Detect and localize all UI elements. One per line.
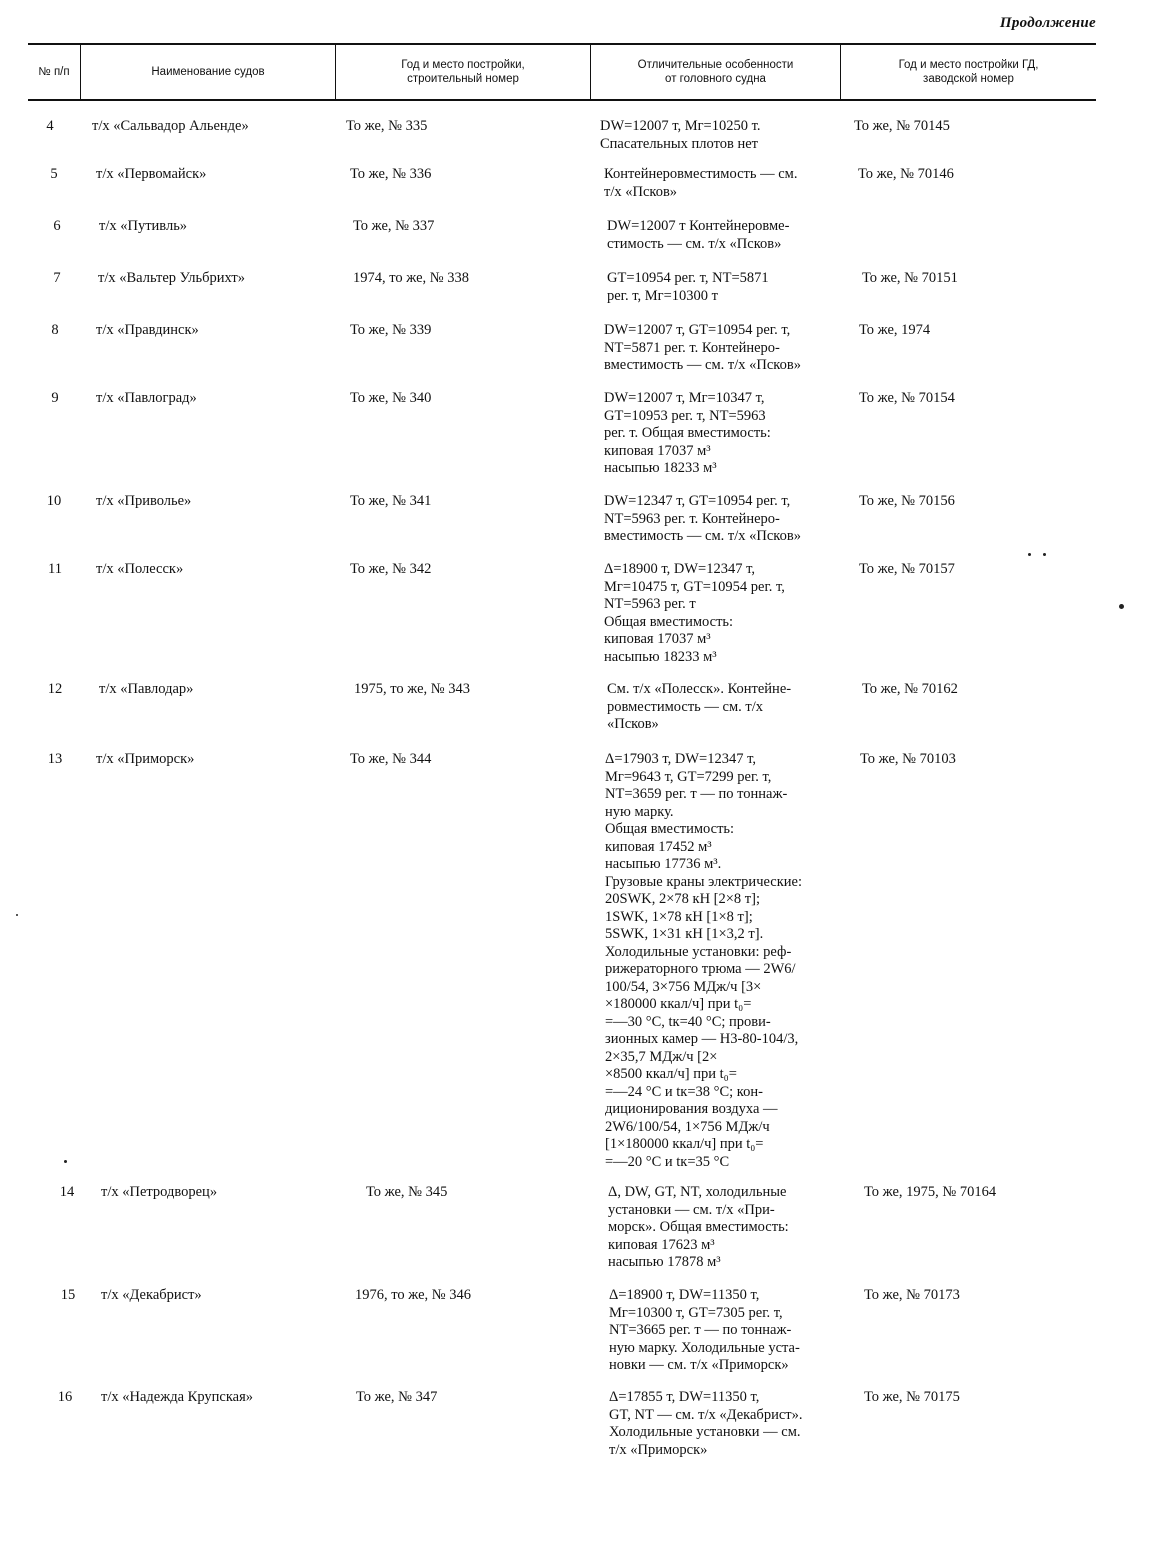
- row-number: 11: [48, 561, 62, 577]
- engine-build-info: То же, 1975, № 70164: [864, 1184, 997, 1200]
- scan-speck: [16, 914, 18, 916]
- row-number: 15: [60, 1287, 76, 1303]
- ship-name: т/х «Правдинск»: [96, 322, 199, 338]
- ship-name: т/х «Приморск»: [96, 751, 195, 767]
- build-year-place: То же, № 342: [350, 561, 432, 577]
- engine-build-info: То же, № 70162: [862, 681, 958, 697]
- distinctive-features: GT=10954 рег. т, NT=5871 рег. т, Mг=10300 т: [607, 270, 769, 304]
- build-year-place: То же, № 337: [353, 218, 435, 234]
- build-year-place: То же, № 347: [356, 1389, 438, 1405]
- header-engine: Год и место постройки ГД, заводской номер: [898, 59, 1039, 85]
- scan-speck: [1043, 553, 1046, 556]
- row-number: 5: [50, 166, 58, 182]
- distinctive-features: Контейнеровместимость — см. т/х «Псков»: [604, 166, 798, 200]
- build-year-place: 1975, то же, № 343: [354, 681, 470, 697]
- ship-name: т/х «Декабрист»: [101, 1287, 202, 1303]
- engine-build-info: То же, № 70151: [862, 270, 958, 286]
- row-number: 14: [59, 1184, 75, 1200]
- header-num: № п/п: [38, 66, 70, 78]
- ship-name: т/х «Петродворец»: [101, 1184, 218, 1200]
- distinctive-features: DW=12007 т, GT=10954 рег. т, NT=5871 рег. т. Контейнеро- вместимость — см. т/х «Псков»: [604, 322, 801, 373]
- scan-speck: [1119, 604, 1124, 609]
- scan-speck: [1028, 553, 1031, 556]
- header-features: Отличительные особенности от головного судна: [637, 59, 794, 85]
- row-number: 10: [46, 493, 62, 509]
- row-number: 13: [47, 751, 63, 767]
- ship-name: т/х «Первомайск»: [96, 166, 207, 182]
- engine-build-info: То же, № 70156: [859, 493, 955, 509]
- row-number: 6: [53, 218, 61, 234]
- build-year-place: 1974, то же, № 338: [353, 270, 469, 286]
- row-number: 4: [46, 118, 54, 134]
- distinctive-features: DW=12007 т, Mг=10347 т, GT=10953 рег. т, NT=5963 рег. т. Общая вместимость: киповая 17037 м³ насыпью 18233 м³: [604, 390, 771, 476]
- distinctive-features: DW=12007 т, Mг=10250 т. Спасательных плотов нет: [600, 118, 761, 152]
- build-year-place: То же, № 341: [350, 493, 432, 509]
- distinctive-features: DW=12347 т, GT=10954 рег. т, NT=5963 рег. т. Контейнеро- вместимость — см. т/х «Псков»: [604, 493, 801, 544]
- engine-build-info: То же, № 70173: [864, 1287, 960, 1303]
- engine-build-info: То же, 1974: [859, 322, 931, 338]
- distinctive-features: Δ=18900 т, DW=12347 т, Mг=10475 т, GT=10954 рег. т, NT=5963 рег. т Общая вместимость: киповая 17037 м³ насыпью 18233 м³: [604, 561, 785, 665]
- engine-build-info: То же, № 70103: [860, 751, 956, 767]
- engine-build-info: То же, № 70157: [859, 561, 955, 577]
- distinctive-features: Δ=18900 т, DW=11350 т, Mг=10300 т, GT=7305 рег. т, NT=3665 рег. т — по тоннаж- ную марку. Холодильные уста- новки — см. т/х «Приморск»: [609, 1287, 800, 1373]
- ship-name: т/х «Сальвадор Альенде»: [92, 118, 249, 134]
- row-number: 9: [51, 390, 59, 406]
- engine-build-info: То же, № 70154: [859, 390, 955, 406]
- build-year-place: То же, № 339: [350, 322, 432, 338]
- engine-build-info: То же, № 70146: [858, 166, 954, 182]
- row-number: 8: [51, 322, 59, 338]
- ship-name: т/х «Павлодар»: [99, 681, 194, 697]
- ship-name: т/х «Полесск»: [96, 561, 184, 577]
- build-year-place: То же, № 336: [350, 166, 432, 182]
- row-number: 12: [47, 681, 63, 697]
- row-number: 7: [53, 270, 61, 286]
- scan-speck: [64, 1160, 67, 1163]
- header-year-place: Год и место постройки, строительный номер: [401, 59, 525, 85]
- table-header-rule: [28, 99, 1096, 101]
- distinctive-features: DW=12007 т Контейнеровме- стимость — см. т/х «Псков»: [607, 218, 790, 252]
- ship-name: т/х «Павлоград»: [96, 390, 197, 406]
- ship-name: т/х «Путивль»: [99, 218, 188, 234]
- build-year-place: То же, № 335: [346, 118, 428, 134]
- header-name: Наименование судов: [151, 66, 265, 78]
- distinctive-features: Δ, DW, GT, NT, холодильные установки — см. т/х «При- морск». Общая вместимость: киповая 17623 м³ насыпью 17878 м³: [608, 1184, 789, 1270]
- build-year-place: 1976, то же, № 346: [355, 1287, 471, 1303]
- row-number: 16: [57, 1389, 73, 1405]
- build-year-place: То же, № 340: [350, 390, 432, 406]
- continuation-label: Продолжение: [999, 15, 1096, 31]
- build-year-place: То же, № 344: [350, 751, 432, 767]
- build-year-place: То же, № 345: [366, 1184, 448, 1200]
- distinctive-features: Δ=17855 т, DW=11350 т, GT, NT — см. т/х «Декабрист». Холодильные установки — см. т/х «Приморск»: [609, 1389, 803, 1458]
- distinctive-features: См. т/х «Полесск». Контейне- ровместимость — см. т/х «Псков»: [607, 681, 792, 732]
- ship-name: т/х «Надежда Крупская»: [101, 1389, 254, 1405]
- engine-build-info: То же, № 70175: [864, 1389, 960, 1405]
- distinctive-features: Δ=17903 т, DW=12347 т, Mг=9643 т, GT=7299 рег. т, NT=3659 рег. т — по тоннаж- ную марку. Общая вместимость: киповая 17452 м³ насыпью 17736 м³. Грузовые краны электрические: 20SWK, 2×78 кН [2×8 т]; 1SWK, 1×78 кН [1×8 т]; 5SWK, 1×31 кН [1×3,2 т]. Холодильные установки: реф- рижераторного трюма — 2W6/ 100/54, 3×756 МДж/ч [3× ×180000 ккал/ч] при t₀= =—30 °С, tк=40 °С; прови- зионных камер — Н3-80-104/3, 2×35,7 МДж/ч [2× ×8500 ккал/ч] при t₀= =—24 °С и tк=38 °С; кон- диционирования воздуха — 2W6/100/54, 1×756 МДж/ч [1×180000 ккал/ч] при t₀= =—20 °С и tк=35 °С: [605, 751, 802, 1170]
- ship-name: т/х «Вальтер Ульбрихт»: [98, 270, 246, 286]
- engine-build-info: То же, № 70145: [854, 118, 950, 134]
- ship-name: т/х «Приволье»: [96, 493, 192, 509]
